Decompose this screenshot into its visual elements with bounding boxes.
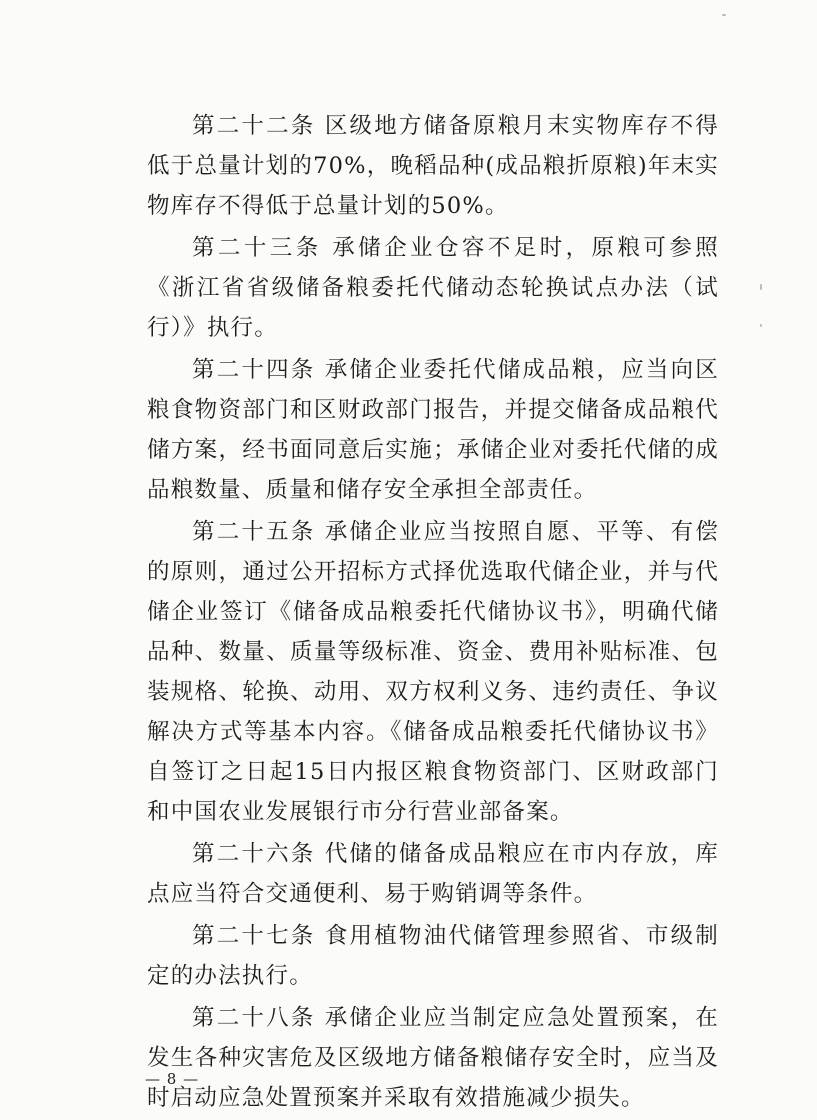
scan-speck <box>722 14 726 16</box>
article-25 <box>147 512 719 832</box>
article-26-label: 第二十六条 <box>192 841 316 867</box>
page-number: — 8 — <box>145 1070 200 1088</box>
article-28 <box>147 998 719 1118</box>
scan-speck <box>760 284 762 290</box>
article-27-text: 食用植物油代储管理参照省、市级制定的办法执行。 <box>147 923 719 989</box>
article-23 <box>147 228 719 348</box>
article-23-text: 承储企业仓容不足时，原粮可参照《浙江省省级储备粮委托代储动态轮换试点办法（试行）》执行。 <box>147 235 719 341</box>
document-body <box>147 106 719 1120</box>
article-28-text: 承储企业应当制定应急处置预案，在发生各种灾害危及区级地方储备粮储存安全时，应当及时启动应急处置预案并采取有效措施减少损失。 <box>147 1005 719 1111</box>
article-27-label: 第二十七条 <box>192 923 316 949</box>
article-22-text: 区级地方储备原粮月末实物库存不得低于总量计划的70%，晚稻品种(成品粮折原粮)年末实物库存不得低于总量计划的50%。 <box>147 113 719 219</box>
article-28-label: 第二十八条 <box>192 1005 316 1031</box>
article-25-text: 承储企业应当按照自愿、平等、有偿的原则，通过公开招标方式择优选取代储企业，并与代储企业签订《储备成品粮委托代储协议书》，明确代储品种、数量、质量等级标准、资金、费用补贴标准、包装规格、轮换、动用、双方权利义务、违约责任、争议解决方式等基本内容。《储备成品粮委托代储协议书》自签订之日起15日内报区粮食物资部门、区财政部门和中国农业发展银行市分行营业部备案。 <box>147 519 719 825</box>
article-25-label: 第二十五条 <box>192 519 316 545</box>
article-24-text: 承储企业委托代储成品粮，应当向区粮食物资部门和区财政部门报告，并提交储备成品粮代储方案，经书面同意后实施；承储企业对委托代储的成品粮数量、质量和储存安全承担全部责任。 <box>147 357 719 503</box>
article-22 <box>147 106 719 226</box>
article-27 <box>147 916 719 996</box>
scan-speck <box>760 324 762 327</box>
article-23-label: 第二十三条 <box>192 235 322 261</box>
article-22-label: 第二十二条 <box>192 113 316 139</box>
article-24 <box>147 350 719 510</box>
article-24-label: 第二十四条 <box>192 357 316 383</box>
article-26-text: 代储的储备成品粮应在市内存放，库点应当符合交通便利、易于购销调等条件。 <box>147 841 719 907</box>
article-26 <box>147 834 719 914</box>
